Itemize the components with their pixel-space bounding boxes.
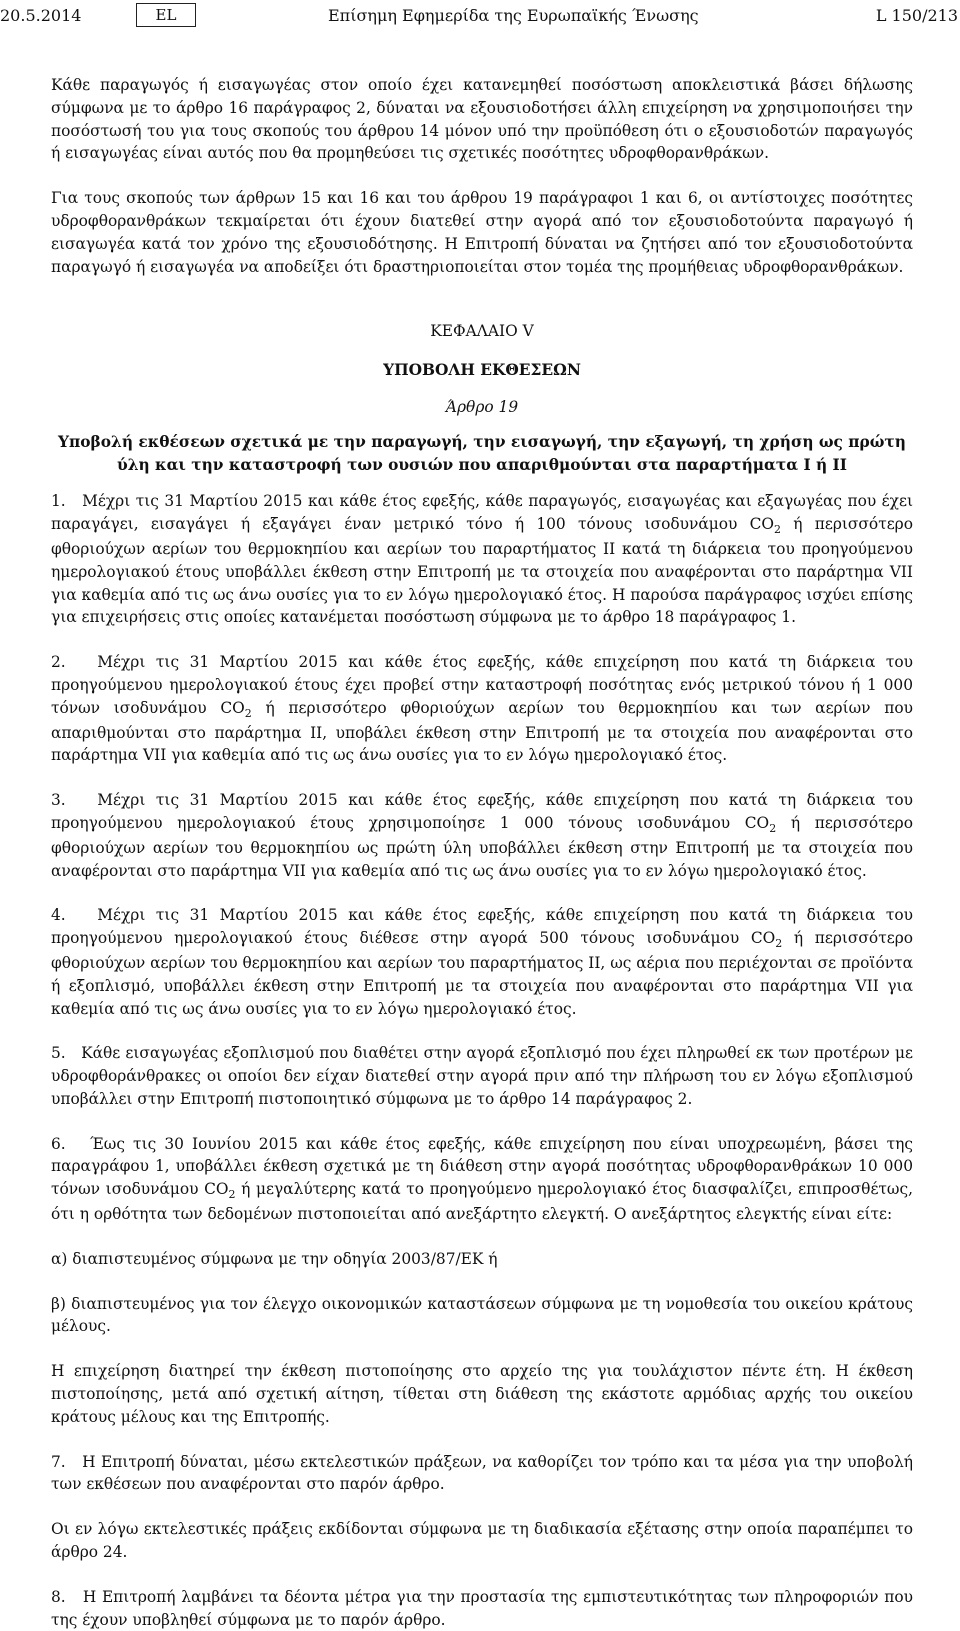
article-paragraph-5: 5. Κάθε εισαγωγέας εξοπλισμού που διαθέτει στην αγορά εξοπλισμό που έχει πληρωθεί εκ των προτέρων με υδροφθοράνθρακες οι οποίοι δεν είχαν διατεθεί στην αγορά πριν από την πλήρωση του εν λόγω εξοπλισμού υποβάλλει στην Επιτροπή πιστοποιητικό σύμφωνα με το άρθρο 14 παράγραφος 2. [51, 1044, 914, 1108]
article-paragraph-4: 4. Μέχρι τις 31 Μαρτίου 2015 και κάθε έτος εφεξής, κάθε επιχείρηση που κατά τη διάρκεια του προηγούμενου ημερολογιακού έτους διέθεσε στην αγορά 500 τόνους ισοδυνάμου $CO_2$ ή περισσότερο φθοριούχων αερίων του θερμοκηπίου και αερίων του παραρτήματος II, ως αέρια που περιέχονται σε προϊόντα ή εξοπλισμό, υποβάλλει έκθεση στην Επιτροπή με τα στοιχεία που αναφέρονται στο παράρτημα VII για καθεμία από τις ως άνω ουσίες για το εν λόγω ημερολογιακό έτος. [51, 906, 914, 1018]
article-paragraph-7-sub: Οι εν λόγω εκτελεστικές πράξεις εκδίδονται σύμφωνα με τη διαδικασία εξέτασης στην οποία παραπέμπει το άρθρο 24. [51, 1520, 913, 1562]
article-paragraph-2: 2. Μέχρι τις 31 Μαρτίου 2015 και κάθε έτος εφεξής, κάθε επιχείρηση που κατά τη διάρκεια του προηγούμενου ημερολογιακού έτους έχει προβεί στην καταστροφή ποσότητας ενός μετρικού τόνου ή 1 000 τόνων ισοδυνάμου $CO_2$ ή περισσότερο φθοριούχων αερίων του θερμοκηπίου και των αερίων που απαριθμούνται στο παράρτημα II, υποβάλει έκθεση στην Επιτροπή με τα στοιχεία που αναφέρονται στο παράρτημα VII για καθεμία από τις ως άνω ουσίες για το εν λόγω ημερολογιακό έτος. [51, 653, 914, 765]
article-paragraph-6: 6. Έως τις 30 Ιουνίου 2015 και κάθε έτος εφεξής, κάθε επιχείρηση που είναι υποχρεωμένη, βάσει της παραγράφου 1, υποβάλλει έκθεση σχετικά με τη διάθεση στην αγορά ποσότητας υδροφθορανθράκων 10 000 τόνων ισοδυνάμου $CO_2$ ή μεγαλύτερης κατά το προηγούμενο ημερολογιακό έτος διασφαλίζει, επιπροσθέτως, ότι η ορθότητα των δεδομένων πιστοποιείται από ανεξάρτητο ελεγκτή. Ο ανεξάρτητος ελεγκτής είναι είτε: [51, 1134, 913, 1224]
intro-paragraph-1: Κάθε παραγωγός ή εισαγωγέας στον οποίο έχει κατανεμηθεί ποσόστωση αποκλειστικά βάσει δήλωσης σύμφωνα με το άρθρο 16 παράγραφος 2, δύναται να εξουσιοδοτήσει άλλη επιχείρηση να χρησιμοποιήσει την ποσόστωσή του για τους σκοπούς του άρθρου 14 μόνον υπό την προϋπόθεση ότι ο εξουσιοδοτών παραγωγός ή εισαγωγέας είναι αυτός που θα προμηθεύσει τις σχετικές ποσότητες υδροφθορανθράκων. [51, 76, 913, 163]
article-paragraph-8: 8. Η Επιτροπή λαμβάνει τα δέοντα μέτρα για την προστασία της εμπιστευτικότητας των πληροφοριών που της έχουν υποβληθεί σύμφωνα με το παρόν άρθρο. [51, 1587, 913, 1629]
article-paragraph-1: 1. Μέχρι τις 31 Μαρτίου 2015 και κάθε έτος εφεξής, κάθε παραγωγός, εισαγωγέας και εξαγωγέας που έχει παραγάγει, εισαγάγει ή εξαγάγει έναν μετρικό τόνο ή 100 τόνους ισοδυνάμου $CO_2$ ή περισσότερο φθοριούχων αερίων του θερμοκηπίου και αερίων του παραρτήματος II κατά τη διάρκεια του προηγούμενου ημερολογιακού έτους υποβάλλει έκθεση στην Επιτροπή με τα στοιχεία που αναφέρονται στο παράρτημα VII για καθεμία από τις ως άνω ουσίες για το εν λόγω ημερολογιακό έτος. Η παρούσα παράγραφος ισχύει επίσης για επιχειρήσεις στις οποίες κατανέμεται ποσόστωση σύμφωνα με το άρθρο 18 παράγραφος 1. [51, 492, 913, 627]
paragraph-number: 2. [51, 653, 66, 672]
chapter-label: ΚΕΦΑΛΑΙΟ V [430, 322, 534, 341]
paragraph-number: 8. [51, 1587, 66, 1606]
list-item-b: β) διαπιστευμένος για τον έλεγχο οικονομικών καταστάσεων σύμφωνα με τη νομοθεσία του οικείου κράτους μέλους. [51, 1294, 913, 1336]
header-language-box: EL [136, 3, 196, 27]
page-header [0, 6, 960, 28]
paragraph-number: 7. [51, 1452, 66, 1471]
paragraph-number: 4. [51, 906, 66, 925]
article-paragraph-3: 3. Μέχρι τις 31 Μαρτίου 2015 και κάθε έτος εφεξής, κάθε επιχείρηση που κατά τη διάρκεια του προηγούμενου ημερολογιακού έτους χρησιμοποίησε 1 000 τόνους ισοδυνάμου $CO_2$ ή περισσότερο φθοριούχων αερίων του θερμοκηπίου ως πρώτη ύλη υποβάλλει έκθεση στην Επιτροπή με τα στοιχεία που αναφέρονται στο παράρτημα VII για καθεμία από τις ως άνω ουσίες για το εν λόγω ημερολογιακό έτος. [51, 791, 913, 880]
chapter-title: ΥΠΟΒΟΛΗ ΕΚΘΕΣΕΩΝ [383, 361, 581, 380]
document-body [51, 74, 913, 1631]
article-title: Υποβολή εκθέσεων σχετικά με την παραγωγή, την εισαγωγή, την εξαγωγή, τη χρήση ως πρώτη ύλη και την καταστροφή των ουσιών που απαριθμούνται στα παραρτήματα I ή II [58, 432, 906, 474]
paragraph-number: 5. [51, 1044, 66, 1063]
article-paragraph-7: 7. Η Επιτροπή δύναται, μέσω εκτελεστικών πράξεων, να καθορίζει τον τρόπο και τα μέσα για την υποβολή των εκθέσεων που αναφέρονται στο παρόν άρθρο. [51, 1452, 913, 1494]
header-page-number: L 150/213 [875, 6, 958, 25]
header-date: 20.5.2014 [0, 6, 82, 25]
intro-paragraph-2: Για τους σκοπούς των άρθρων 15 και 16 και του άρθρου 19 παράγραφοι 1 και 6, οι αντίστοιχες ποσότητες υδροφθορανθράκων τεκμαίρεται ότι έχουν διατεθεί στην αγορά από τον εξουσιοδοτούντα παραγωγό ή εισαγωγέα κατά τον χρόνο της εξουσιοδότησης. Η Επιτροπή δύναται να ζητήσει από τον εξουσιοδοτούντα παραγωγό ή εισαγωγέα να αποδείξει ότι δραστηριοποιείται στον τομέα της προμήθειας υδροφθορανθράκων. [51, 189, 913, 276]
list-item-a: α) διαπιστευμένος σύμφωνα με την οδηγία 2003/87/ΕΚ ή [51, 1249, 498, 1268]
header-journal-title: Επίσημη Εφημερίδα της Ευρωπαϊκής Ένωσης [328, 6, 699, 25]
paragraph-number: 3. [51, 791, 66, 810]
paragraph-6-closing: Η επιχείρηση διατηρεί την έκθεση πιστοποίησης στο αρχείο της για τουλάχιστον πέντε έτη. Η έκθεση πιστοποίησης, μετά από σχετική αίτηση, τίθεται στη διάθεση της εκάστοτε αρμόδιας αρχής του οικείου κράτους μέλους και της Επιτροπής. [51, 1362, 913, 1426]
paragraph-number: 1. [51, 492, 66, 511]
article-number: Άρθρο 19 [445, 397, 519, 416]
paragraph-number: 6. [51, 1134, 66, 1153]
